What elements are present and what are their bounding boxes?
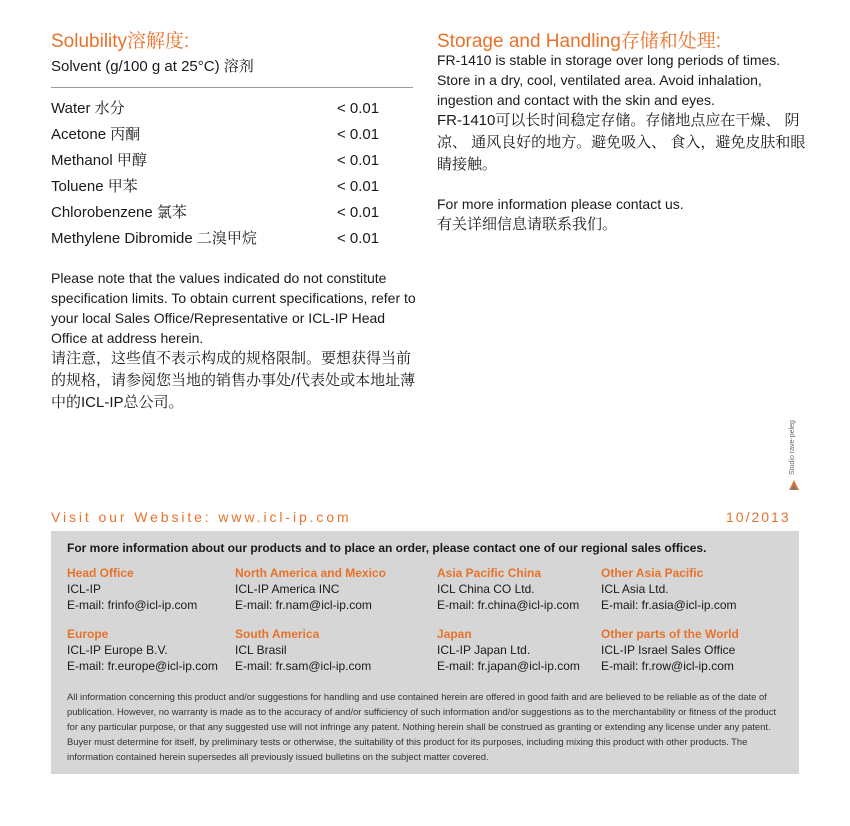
office-south-america (235, 626, 371, 674)
office-north-america (235, 565, 386, 613)
office-email[interactable]: E-mail: frinfo@icl-ip.com (67, 598, 198, 612)
table-row (51, 125, 391, 151)
table-row (51, 151, 391, 177)
note-english: Please note that the values indicated do not constitute specification limits. To obtain current specifications, refer to your local Sales Office/Representative or ICL-IP Head Office at address herein. (51, 270, 416, 346)
office-region: Other Asia Pacific (601, 566, 704, 580)
contact-heading: For more information about our products and to place an order, please contact one of our regional sales offices. (67, 541, 707, 555)
table-row (51, 99, 391, 125)
office-company: ICL-IP Europe B.V. (67, 643, 168, 657)
office-japan (437, 626, 580, 674)
legal-disclaimer: All information concerning this product and/or suggestions for handling and use contained herein are offered in good faith and are believed to be reliable as of the date of publication. However, no warranty is made as to the accuracy of and/or sufficiency of such information and/or suggestions as to the merchantability or fitness of the product for any particular purpose, or that any suggested use will not infringe any patent. Nothing herein shall be construed as granting or extending any license under any patent. Buyer must determine for itself, by preliminary tests or otherwise, the suitability of this product for its purposes, including mixing this product with other products. The information contained herein supersedes all previously issued bulletins on the subject matter covered. (67, 691, 777, 762)
office-asia-pacific-china (437, 565, 579, 613)
solubility-table (51, 99, 391, 255)
solvent-name: Toluene 甲苯 (51, 178, 138, 195)
office-email[interactable]: E-mail: fr.china@icl-ip.com (437, 598, 580, 612)
office-region: Europe (67, 627, 109, 641)
solvent-name: Methylene Dibromide 二溴甲烷 (51, 230, 257, 247)
divider (51, 87, 413, 88)
office-company: ICL-IP America INC (235, 582, 340, 596)
office-region: Other parts of the World (601, 627, 739, 641)
office-region: South America (235, 627, 320, 641)
website-link[interactable]: Visit our Website: www.icl-ip.com (51, 509, 352, 525)
office-email[interactable]: E-mail: fr.japan@icl-ip.com (437, 659, 580, 673)
solubility-value: < 0.01 (337, 178, 380, 195)
solubility-value: < 0.01 (337, 204, 380, 221)
table-row (51, 229, 391, 255)
table-row (51, 177, 391, 203)
office-region: Asia Pacific China (437, 566, 542, 580)
contact-chinese: 有关详细信息请联系我们。 (437, 216, 618, 233)
office-europe (67, 626, 218, 674)
office-company: ICL China CO Ltd. (437, 582, 535, 596)
office-region: Head Office (67, 566, 134, 580)
solvent-name: Water 水分 (51, 100, 125, 117)
office-company: ICL-IP Israel Sales Office (601, 643, 736, 657)
note-chinese: 请注意，这些值不表示构成的规格限制。要想获得当前的规格，请参阅您当地的销售办事处/代表处或本地址薄中的ICL-IP总公司。 (51, 350, 416, 411)
office-rest-of-world (601, 626, 739, 674)
studio-credit-text: Studio rave-peleg (789, 420, 796, 475)
solvent-name: Acetone 丙酮 (51, 126, 141, 143)
solvent-name: Methanol 甲醇 (51, 152, 147, 169)
storage-chinese: FR-1410可以长时间稳定存储。存储地点应在干燥、 阴凉、 通风良好的地方。避免吸入、 食入，避免皮肤和眼睛接触。 (437, 112, 806, 173)
solubility-subtitle: Solvent (g/100 g at 25°C) 溶剂 (51, 58, 254, 75)
office-email[interactable]: E-mail: fr.europe@icl-ip.com (67, 659, 218, 673)
office-region: Japan (437, 627, 472, 641)
office-company: ICL-IP (67, 582, 102, 596)
studio-credit (787, 400, 801, 490)
solubility-value: < 0.01 (337, 126, 380, 143)
solubility-value: < 0.01 (337, 100, 380, 117)
office-email[interactable]: E-mail: fr.sam@icl-ip.com (235, 659, 372, 673)
solvent-name: Chlorobenzene 氯苯 (51, 204, 187, 221)
office-email[interactable]: E-mail: fr.row@icl-ip.com (601, 659, 734, 673)
office-company: ICL Brasil (235, 643, 287, 657)
contact-english: For more information please contact us. (437, 196, 684, 212)
solubility-title: Solubility溶解度: (51, 31, 190, 52)
office-other-asia-pacific (601, 565, 737, 613)
office-company: ICL Asia Ltd. (601, 582, 669, 596)
office-company: ICL-IP Japan Ltd. (437, 643, 531, 657)
office-head (67, 565, 197, 613)
contact-box (51, 531, 799, 774)
storage-english: FR-1410 is stable in storage over long periods of times. Store in a dry, cool, ventilated area. Avoid inhalation, ingestion and contact with the skin and eyes. (437, 52, 781, 108)
office-region: North America and Mexico (235, 566, 386, 580)
solubility-value: < 0.01 (337, 230, 380, 247)
table-row (51, 203, 391, 229)
solubility-value: < 0.01 (337, 152, 380, 169)
office-email[interactable]: E-mail: fr.asia@icl-ip.com (601, 598, 737, 612)
storage-title: Storage and Handling存储和处理: (437, 31, 722, 52)
storage-section (437, 50, 807, 236)
publication-date: 10/2013 (726, 509, 791, 525)
specification-note (51, 268, 421, 414)
studio-logo-icon (789, 480, 799, 490)
office-email[interactable]: E-mail: fr.nam@icl-ip.com (235, 598, 372, 612)
